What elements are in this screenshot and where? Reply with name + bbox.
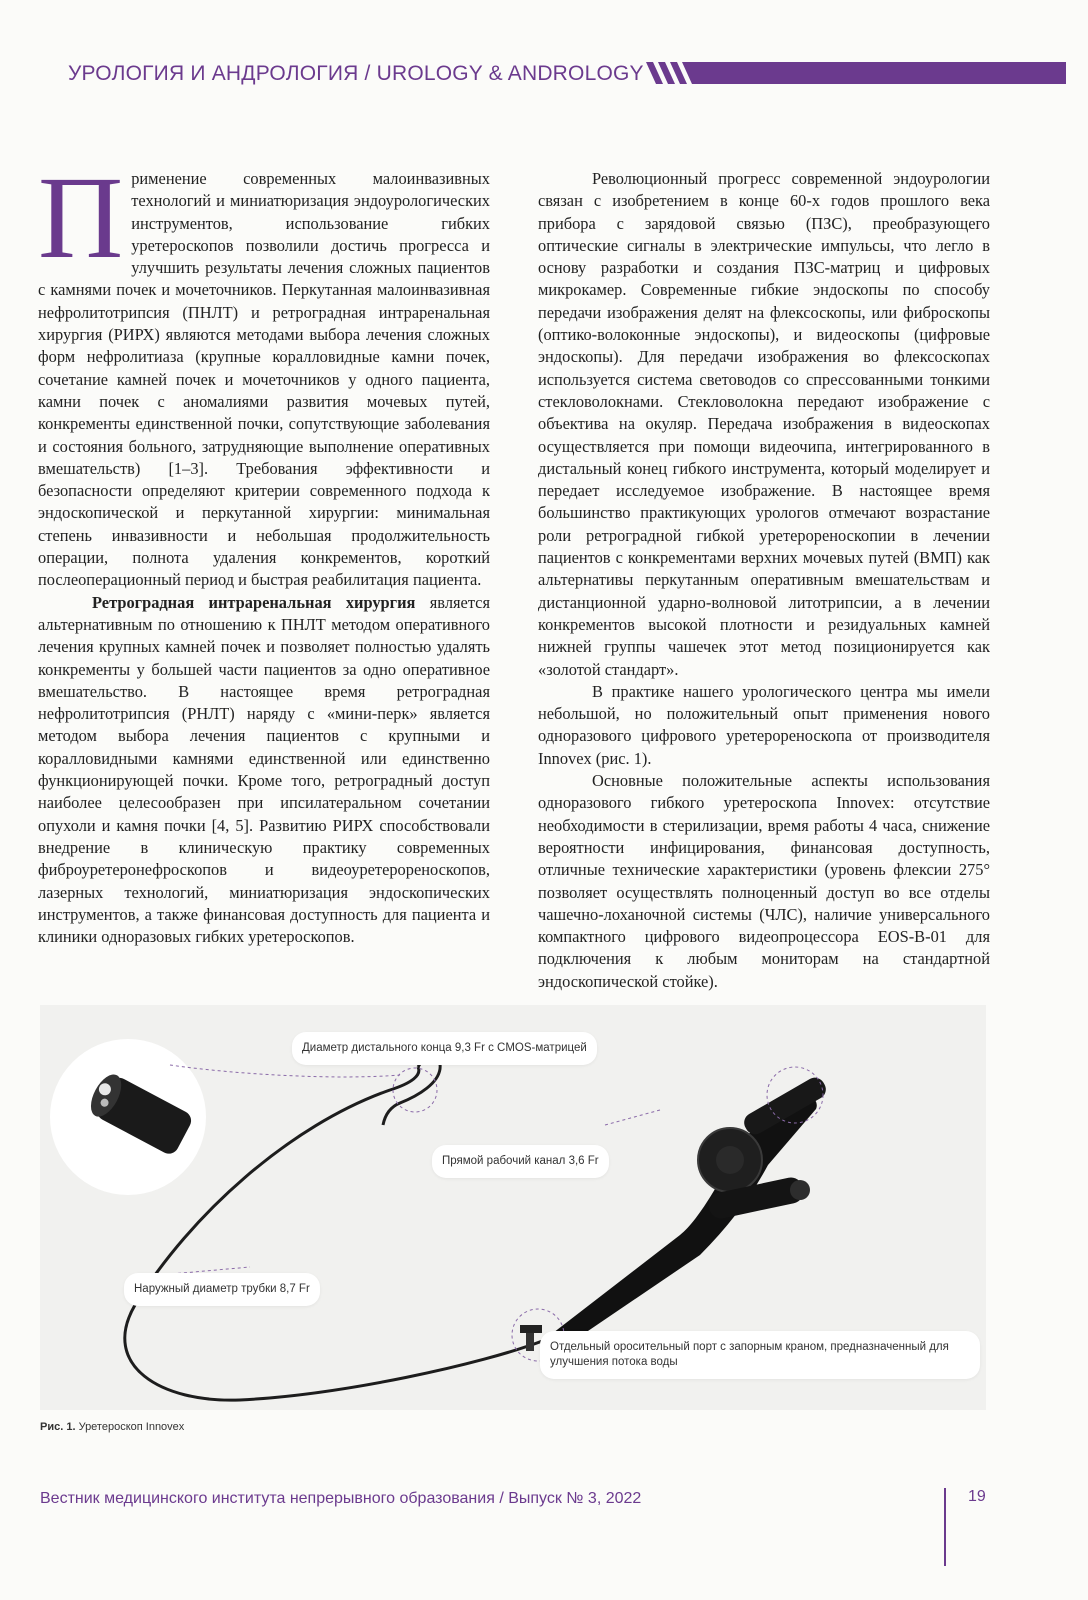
- page-number: 19: [968, 1488, 986, 1505]
- section-title: УРОЛОГИЯ И АНДРОЛОГИЯ / UROLOGY & ANDROLOGY: [68, 62, 644, 85]
- ureteroscope-figure: [40, 1005, 986, 1410]
- header-stripe-bar: [646, 62, 1066, 84]
- footer-divider: [944, 1488, 946, 1566]
- callout-outer-diameter: Наружный диаметр трубки 8,7 Fr: [124, 1273, 320, 1306]
- advantages-paragraph: Основные положительные аспекты использования одноразового гибкого уретероскопа Innovex: отсутствие необходимости в стерилизации, время работы 4 часа, снижение вероятности инфицирования, финансовая доступность, отличные технические характеристики (уровень флексии 275° позволяет осуществлять полноценный доступ во все отделы чашечно-лоханочной системы (ЧЛС), наличие универсального компактного цифрового видеопроцессора EOS-B-01 для подключения к любым мониторам на стандартной эндоскопической стойке).: [538, 771, 990, 991]
- caption-label: Рис. 1.: [40, 1421, 76, 1433]
- left-column: [38, 152, 490, 948]
- intro-paragraph: [38, 152, 490, 592]
- right-column: [538, 168, 990, 993]
- callout-irrigation-port: Отдельный оросительный порт с запорным краном, предназначенный для улучшения потока воды: [540, 1331, 980, 1379]
- rirs-text: является альтернативным по отношению к ПНЛТ методом оперативного лечения крупных камней почек и позволяет полностью удалять конкременты у большей части пациентов за одно оперативное вмешательство. В настоящее время ретроградная нефролитотрипсия (РНЛТ) наряду с «мини-перк» является методом выбора лечения пациентов с крупными и коралловидными камнями единственной или единственно функционирующей почки. Кроме того, ретроградный доступ наиболее целесообразен при ипсилатеральном сочетании опухоли и камня почки [4, 5]. Развитию РИРХ способствовали внедрение в клиническую практику современных фиброуретеронефроскопов и видеоуретерореноскопов, лазерных технологий, миниатюризация эндоскопических инструментов, а также финансовая доступность для пациента и клиники одноразовых гибких уретероскопов.: [38, 592, 490, 947]
- callout-distal-diameter: Диаметр дистального конца 9,3 Fr с CMOS-матрицей: [292, 1032, 597, 1065]
- scope-handle: [540, 1095, 817, 1350]
- experience-paragraph: В практике нашего урологического центра мы имели небольшой, но положительный опыт применения нового одноразового цифрового уретерореноскопа от производителя Innovex (рис. 1).: [538, 681, 990, 768]
- callout-working-channel: Прямой рабочий канал 3,6 Fr: [432, 1145, 609, 1178]
- rirs-paragraph: [38, 592, 490, 949]
- journal-footer: Вестник медицинского института непрерывного образования / Выпуск № 3, 2022: [40, 1490, 642, 1507]
- ccd-paragraph: Революционный прогресс современной эндоурологии связан с изобретением в конце 60-х годов прошлого века прибора с зарядовой связью (ПЗС), преобразующего оптические сигналы в электрические импульсы, что легло в основу разработки и создания ПЗС-матриц и цифровых микрокамер. Современные гибкие эндоскопы по способу передачи изображения делят на флексоскопы, или фиброскопы (оптико-волоконные эндоскопы), и видеоскопы (цифровые эндоскопы). Для передачи изображения во флексоскопах используется система световодов со спрессованными тонкими стекловолокнами. Стекловолокна передают изображение с объектива на окуляр. Передача изображения в видеоскопах осуществляется при помощи видеочипа, интегрированного в дистальный конец гибкого инструмента, который моделирует и передает исследуемое изображение. В настоящее время большинство практикующих урологов отмечают возрастание роли ретроградной гибкой уретерореноскопии в лечении пациентов с конкрементами верхних мочевых путей (ВМП) как альтернативы перкутанным оперативным вмешательствам и дистанционной ударно-волновой литотрипсии, а в лечении конкрементов высокой плотности и резидуальных камней нижней группы чашечек этот метод позиционируется как «золотой стандарт».: [538, 169, 990, 679]
- running-header: [68, 58, 1068, 94]
- figure-caption: [40, 1421, 184, 1433]
- intro-text: рименение современных малоинвазивных технологий и миниатюризация эндоурологических инструментов, использование гибких уретероскопов позволили достичь прогресса и улучшить результаты лечения сложных пациентов с камнями почек и мочеточников. Перкутанная малоинвазивная нефролитотрипсия (ПНЛТ) и ретроградная интраренальная хирургия (РИРХ) являются методами выбора лечения сложных форм нефролитиаза (крупные коралловидные камни почек, сочетание камней почек и мочеточников у одного пациента, камни почек с аномалиями развития мочевых путей, конкременты единственной почки, сопутствующие заболевания и состояния больного, затрудняющие выполнение оперативных вмешательств) [1–3]. Требования эффективности и безопасности определяют критерии современного подхода к эндоскопической и перкутанной хирургии: минимальная степень инвазивности и небольшая продолжительность операции, полнота удаления конкрементов, короткий послеоперационный период и быстрая реабилитация пациента.: [38, 169, 490, 590]
- drop-cap: П: [38, 152, 124, 283]
- rirs-heading: Ретроградная интраренальная хирургия: [92, 592, 416, 612]
- caption-text: Уретероскоп Innovex: [75, 1421, 185, 1433]
